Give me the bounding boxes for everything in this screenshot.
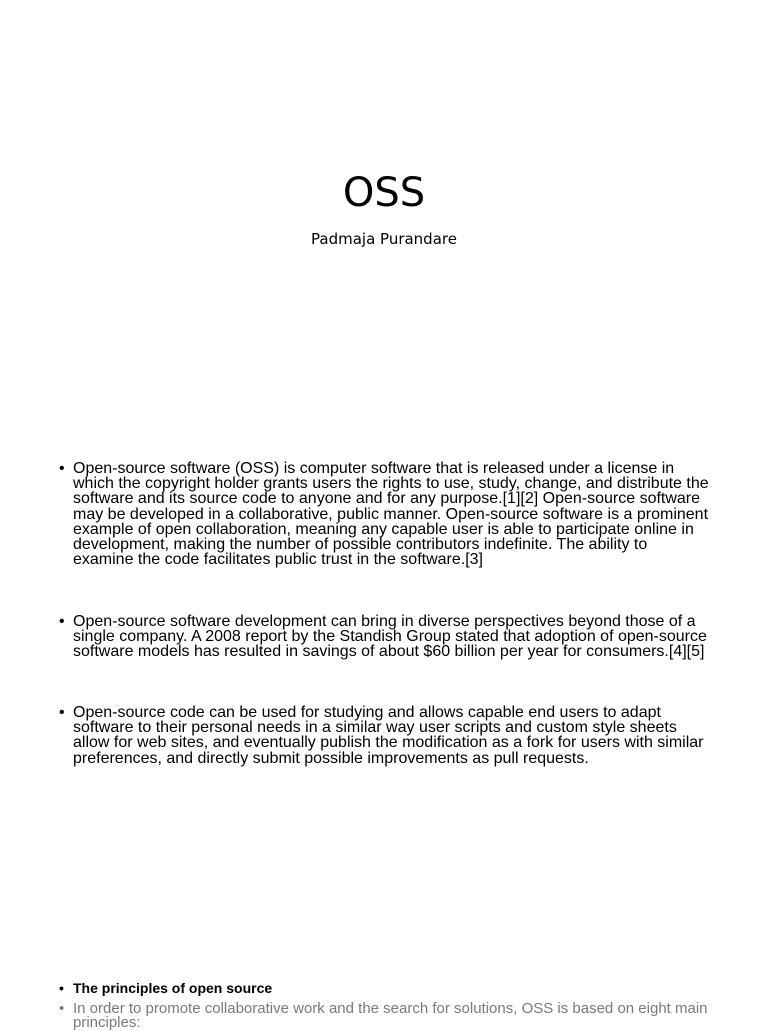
list-item: • Open-source software development can bring in diverse perspectives beyond those of a single company. A 2008 report by the Standish Group stated that adoption of open-source software models has resulted in savings of about $60 billion per year for consumers.[4][5] [58, 614, 710, 660]
section-principles [58, 980, 710, 1030]
principles-intro: • In order to promote collaborative work and the search for solutions, OSS is based on eight main principles: [58, 1002, 710, 1030]
principles-heading: • The principles of open source [58, 980, 710, 996]
list-item: • Open-source code can be used for studying and allows capable end users to adapt software to their personal needs in a similar way user scripts and custom style sheets allow for web sites, and eventually publish the modification as a fork for users with similar preferences, and directly submit possible improvements as pull requests. [58, 705, 710, 766]
section-oss-definition [58, 461, 710, 567]
list-item: • Open-source software (OSS) is computer software that is released under a license in which the copyright holder grants users the rights to use, study, change, and distribute the software and its source code to anyone and for any purpose.[1][2] Open-source software may be developed in a collaborative, public manner. Open-source software is a prominent example of open collaboration, meaning any capable user is able to participate online in development, making the number of possible contributors indefinite. The ability to examine the code facilitates public trust in the software.[3] [58, 461, 710, 567]
slide-title: OSS [342, 170, 426, 216]
section-oss-usage [58, 705, 710, 766]
author-name: Padmaja Purandare [311, 230, 457, 248]
section-oss-benefits [58, 614, 710, 660]
